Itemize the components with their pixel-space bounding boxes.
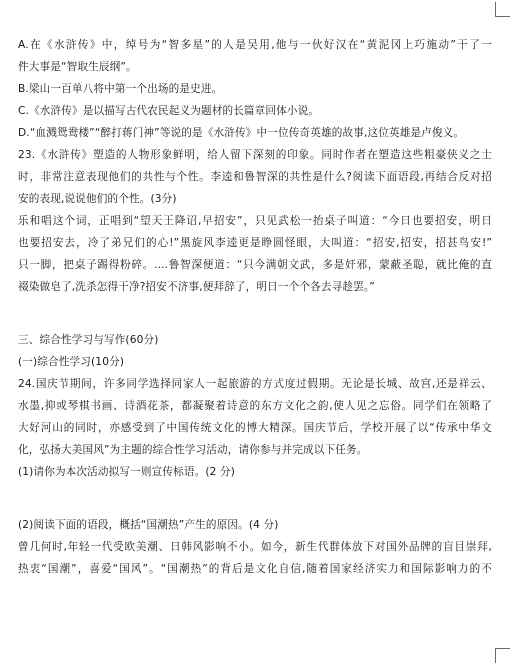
task-2-passage-line-2: 热衷“国潮”，喜爱“国风”。“国潮热”的背后是文化自信,随着国家经济实力和国际影响力的不	[18, 563, 492, 575]
option-a-line-2: 件大事是“智取生辰纲”。	[18, 61, 137, 73]
section-three-heading: 三、综合性学习与写作(60分)	[18, 334, 159, 346]
question-24-line-4: 化，弘扬大美国风”为主题的综合性学习活动，请你参与并完成以下任务。	[18, 444, 368, 456]
task-1: (1)请你为本次活动拟写一则宣传标语。(2 分)	[18, 466, 236, 478]
answer-space	[18, 483, 492, 514]
section-gap	[18, 298, 492, 329]
option-c: C.《水浒传》是以描写古代农民起义为题材的长篇章回体小说。	[18, 105, 320, 117]
task-2-passage-line-1: 曾几何时,年轻一代受欧美潮、日韩风影响不小。如今，新生代群体放下对国外品牌的盲目崇拜,	[18, 541, 492, 553]
option-a-line-1: A.在《水浒传》中，绰号为“智多星”的人是吴用,他与一伙好汉在“黄泥冈上巧施动”干了一	[18, 39, 492, 51]
question-23-line-2: 时，非常注意表现他们的共性与个性。李逵和鲁智深的共性是什么?阅读下面语段,再结合反对招	[18, 171, 492, 183]
question-24-line-1: 24.国庆节期间，许多同学选择同家人一起旅游的方式度过假期。无论是长城、故宫,还是祥云、	[18, 378, 492, 390]
task-2: (2)阅读下面的语段，概括“国潮热”产生的原因。(4 分)	[18, 519, 279, 531]
question-24-line-3: 大好河山的同时，亦感受到了中国传统文化的博大精深。国庆节后，学校开展了以“传承中华文	[18, 422, 492, 434]
passage-line-4: 裰染做皂了,洗杀怎得干净?招安不济事,便拜辞了，明日一个个各去寻趁罢。”	[18, 281, 375, 293]
question-24-line-2: 水墨,抑或琴棋书画、诗酒花茶，都凝聚着诗意的东方文化之韵,使人见之忘俗。同学们在领略了	[18, 400, 492, 412]
option-b: B.梁山一百单八将中第一个出场的是史进。	[18, 83, 223, 95]
passage-line-1: 乐和唱这个词，正唱到“望天王降诏,早招安”，只见武松一抬桌子叫道：“今日也要招安，明日	[18, 215, 492, 227]
option-d: D.“血溅鸳鸯楼”“醉打蒋门神”等说的是《水浒传》中一位传奇英雄的故事,这位英雄是卢俊义。	[18, 127, 465, 139]
question-23-line-3: 安的表现,说说他们的个性。(3分)	[18, 193, 177, 205]
passage-line-2: 也要招安去，冷了弟兄们的心!”黑旋风李逵更是睁圆怪眼，大叫道：“招安,招安，招甚鸟安!”	[18, 237, 492, 249]
passage-line-3: 只一脚，把桌子踢得粉碎。....鲁智深便道：“只今满朝文武，多是奸邪，蒙蔽圣聪，就比俺的直	[18, 259, 492, 271]
subsection-one-heading: (一)综合性学习(10分)	[18, 356, 125, 368]
bottom-right-corner-mark	[495, 648, 510, 663]
top-right-corner-mark	[495, 2, 510, 17]
question-23-line-1: 23.《水浒传》塑造的人物形象鲜明，给人留下深刻的印象。同时作者在塑造这些粗豪侠义之士	[18, 149, 492, 161]
page-content	[18, 34, 492, 580]
